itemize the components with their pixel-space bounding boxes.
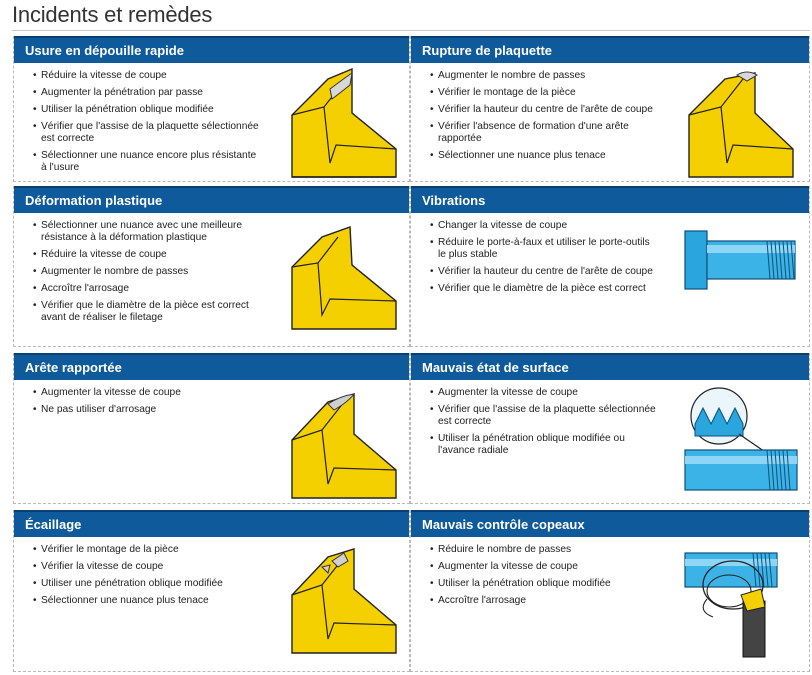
remedy-item: • Augmenter la vitesse de coupe — [430, 387, 660, 399]
remedy-item: • Vérifier que le diamètre de la pièce est correct avant de réaliser le filetage — [33, 300, 263, 324]
remedy-item: • Augmenter le nombre de passes — [33, 266, 263, 278]
remedy-item: • Vérifier la vitesse de coupe — [33, 561, 263, 573]
remedy-item: • Vérifier l'absence de formation d'une arête rapportée — [430, 121, 660, 145]
remedy-item: • Augmenter la vitesse de coupe — [33, 387, 263, 399]
panel-usure-depouille — [13, 36, 410, 182]
remedy-item: • Augmenter le nombre de passes — [430, 70, 660, 82]
panel-title: Usure en dépouille rapide — [14, 36, 409, 63]
remedy-item: • Utiliser la pénétration oblique modifiée — [33, 104, 263, 116]
built-up-edge-insert-illustration — [288, 388, 400, 500]
panel-arete-rapportee — [13, 353, 410, 504]
remedy-list — [14, 213, 263, 324]
remedy-list — [411, 537, 660, 607]
panel-title: Rupture de plaquette — [411, 36, 809, 63]
remedy-item: • Vérifier que l'assise de la plaquette sélectionnée est correcte — [430, 404, 660, 428]
remedy-list — [411, 63, 660, 162]
remedy-item: • Augmenter la vitesse de coupe — [430, 561, 660, 573]
remedy-item: • Réduire le nombre de passes — [430, 544, 660, 556]
worn-insert-illustration — [288, 67, 400, 179]
panel-title: Mauvais état de surface — [411, 353, 809, 380]
panel-title: Vibrations — [411, 186, 809, 213]
remedy-list — [14, 380, 263, 416]
panel-title: Écaillage — [14, 510, 409, 537]
deformed-insert-illustration — [288, 219, 400, 331]
remedy-item: • Sélectionner une nuance avec une meilleure résistance à la déformation plastique — [33, 220, 263, 244]
remedy-item: • Vérifier le montage de la pièce — [430, 87, 660, 99]
panel-deformation-plastique — [13, 186, 410, 347]
remedy-item: • Changer la vitesse de coupe — [430, 220, 660, 232]
panel-mauvais-etat-surface — [410, 353, 810, 504]
vibrating-threaded-part-illustration — [683, 225, 801, 295]
remedy-list — [411, 380, 660, 457]
remedy-item: • Réduire la vitesse de coupe — [33, 249, 263, 261]
remedy-item: • Sélectionner une nuance plus tenace — [430, 150, 660, 162]
panel-mauvais-controle-copeaux — [410, 510, 810, 672]
remedy-item: • Vérifier que le diamètre de la pièce est correct — [430, 283, 660, 295]
remedy-item: • Utiliser une pénétration oblique modifiée — [33, 578, 263, 590]
remedy-item: • Utiliser la pénétration oblique modifiée ou l'avance radiale — [430, 433, 660, 457]
chip-control-illustration — [683, 545, 801, 659]
remedy-item: • Augmenter la pénétration par passe — [33, 87, 263, 99]
chipped-insert-illustration — [288, 543, 400, 655]
broken-insert-illustration — [685, 67, 797, 179]
remedy-item: • Accroître l'arrosage — [33, 283, 263, 295]
remedy-item: • Réduire le porte-à-faux et utiliser le porte-outils le plus stable — [430, 237, 660, 261]
remedy-item: • Sélectionner une nuance plus tenace — [33, 595, 263, 607]
panel-title: Arête rapportée — [14, 353, 409, 380]
panel-rupture-plaquette — [410, 36, 810, 182]
remedy-item: • Utiliser la pénétration oblique modifiée — [430, 578, 660, 590]
remedy-list — [411, 213, 660, 295]
remedy-item: • Vérifier la hauteur du centre de l'arête de coupe — [430, 104, 660, 116]
remedy-list — [14, 63, 263, 174]
remedy-item: • Vérifier la hauteur du centre de l'arête de coupe — [430, 266, 660, 278]
remedy-item: • Vérifier le montage de la pièce — [33, 544, 263, 556]
panel-title: Déformation plastique — [14, 186, 409, 213]
divider — [12, 30, 810, 31]
remedy-item: • Vérifier que l'assise de la plaquette sélectionnée est correcte — [33, 121, 263, 145]
panel-vibrations — [410, 186, 810, 347]
panel-title: Mauvais contrôle copeaux — [411, 510, 809, 537]
remedy-item: • Ne pas utiliser d'arrosage — [33, 404, 263, 416]
remedy-list — [14, 537, 263, 607]
rough-surface-thread-illustration — [683, 386, 801, 498]
remedy-item: • Sélectionner une nuance encore plus résistante à l'usure — [33, 150, 263, 174]
remedy-item: • Réduire la vitesse de coupe — [33, 70, 263, 82]
remedy-item: • Accroître l'arrosage — [430, 595, 660, 607]
panel-ecaillage — [13, 510, 410, 672]
page-title: Incidents et remèdes — [12, 2, 213, 27]
